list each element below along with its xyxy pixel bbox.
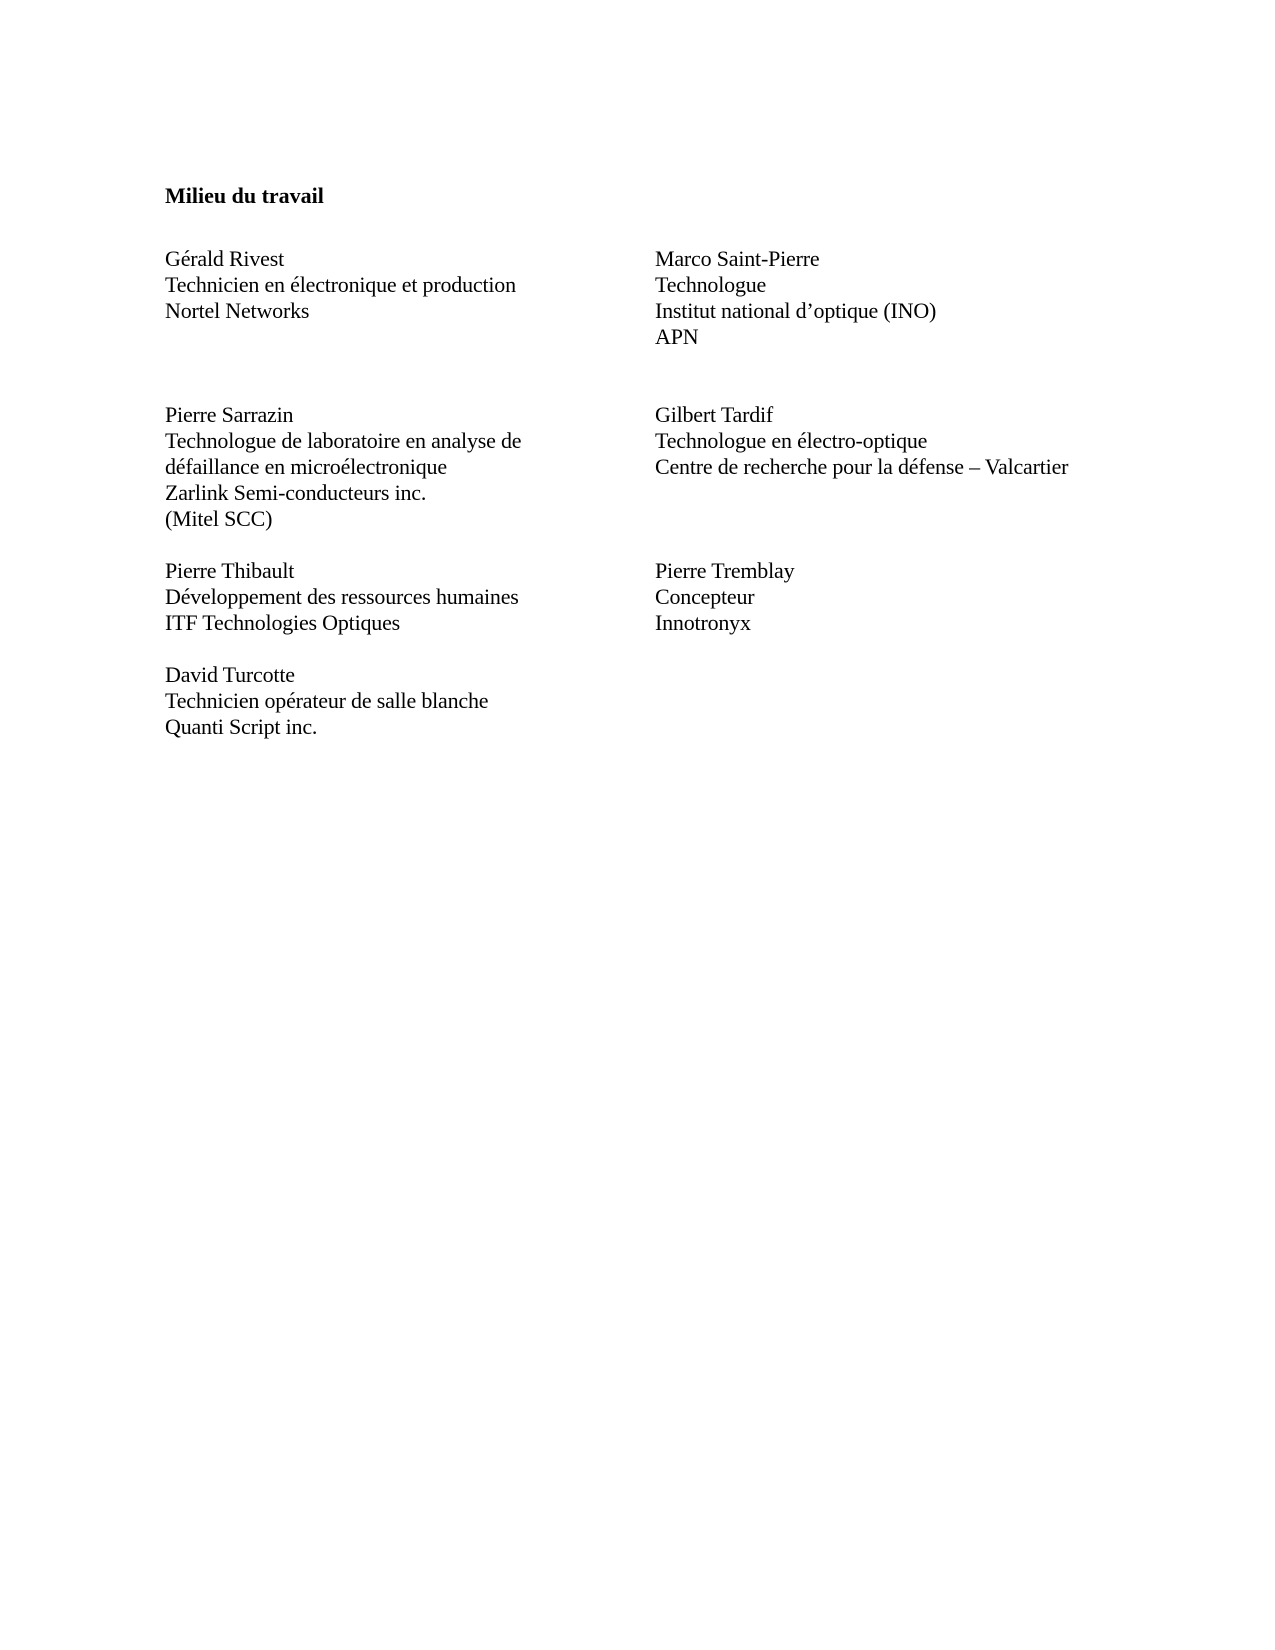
contact-organization: Zarlink Semi-conducteurs inc. bbox=[165, 480, 427, 505]
contact-organization: Institut national d’optique (INO) bbox=[655, 298, 937, 323]
contact-name: Pierre Thibault bbox=[165, 558, 295, 583]
contact-entry-turcotte bbox=[165, 662, 488, 740]
contact-name: Pierre Tremblay bbox=[655, 558, 795, 583]
contact-entry-tremblay bbox=[655, 558, 794, 636]
contact-title: Technologue bbox=[655, 272, 767, 297]
contact-organization: Nortel Networks bbox=[165, 298, 310, 323]
contact-title: Concepteur bbox=[655, 584, 755, 609]
section-heading: Milieu du travail bbox=[165, 183, 324, 208]
contact-name: Gérald Rivest bbox=[165, 246, 284, 271]
contact-entry-rivest bbox=[165, 246, 516, 324]
contact-extra: (Mitel SCC) bbox=[165, 506, 273, 531]
contact-organization: Innotronyx bbox=[655, 610, 751, 635]
contact-organization: Centre de recherche pour la défense – Valcartier bbox=[655, 454, 1069, 479]
contact-organization: Quanti Script inc. bbox=[165, 714, 318, 739]
contact-name: David Turcotte bbox=[165, 662, 295, 687]
contact-entry-thibault bbox=[165, 558, 519, 636]
contact-extra: APN bbox=[655, 324, 699, 349]
contact-entry-saint-pierre bbox=[655, 246, 936, 350]
contact-name: Marco Saint-Pierre bbox=[655, 246, 820, 271]
contact-entry-tardif bbox=[655, 402, 1068, 480]
contact-title: Technologue en électro-optique bbox=[655, 428, 928, 453]
contact-name: Pierre Sarrazin bbox=[165, 402, 294, 427]
contact-organization: ITF Technologies Optiques bbox=[165, 610, 401, 635]
contact-title: Technologue de laboratoire en analyse de bbox=[165, 428, 522, 453]
contact-title: Technicien opérateur de salle blanche bbox=[165, 688, 489, 713]
contact-title: Technicien en électronique et production bbox=[165, 272, 516, 297]
contact-name: Gilbert Tardif bbox=[655, 402, 774, 427]
contact-title: Développement des ressources humaines bbox=[165, 584, 519, 609]
contact-title-continued: défaillance en microélectronique bbox=[165, 454, 447, 479]
contact-entry-sarrazin bbox=[165, 402, 521, 532]
